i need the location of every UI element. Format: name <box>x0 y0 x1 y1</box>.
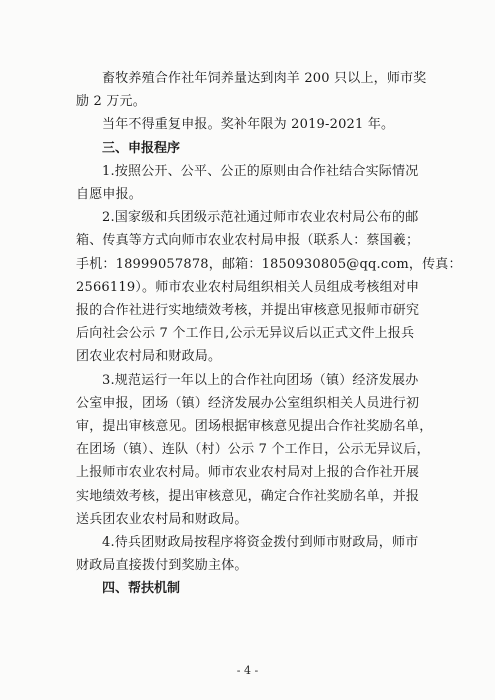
text-line: 财政局直接拨付到奖励主体。 <box>76 558 248 574</box>
section-heading: 四、帮扶机制 <box>102 581 181 597</box>
text-line: 公室申报，团场（镇）经济发展办公室组织相关人员进行初 <box>76 395 420 411</box>
text-line: 送兵团农业农村局和财政局。 <box>76 511 248 527</box>
text-line: 报的合作社进行实地绩效考核，并提出审核意见报师市研究 <box>76 303 420 319</box>
section-heading: 三、申报程序 <box>102 140 181 156</box>
text-line: 自愿申报。 <box>76 187 143 203</box>
text-line: 后向社会公示 7 个工作日,公示无异议后以正式文件上报兵 <box>76 326 415 342</box>
text-line: 当年不得重复申报。奖补年限为 2019-2021 年。 <box>102 117 395 133</box>
text-line: 2.国家级和兵团级示范社通过师市农业农村局公布的邮 <box>102 210 419 226</box>
text-line: 上报师市农业农村局。师市农业农村局对上报的合作社开展 <box>76 465 420 481</box>
text-line: 实地绩效考核，提出审核意见，确定合作社奖励名单，并报 <box>76 488 420 504</box>
text-line: 箱、传真等方式向师市农业农村局申报（联系人：蔡国羲； <box>76 233 420 249</box>
text-line: 团农业农村局和财政局。 <box>76 349 222 365</box>
page-number: - 4 - <box>236 664 259 677</box>
text-line: 手机：18999057878，邮箱：1850930805@qq.com，传真： <box>76 256 462 272</box>
text-line: 审，提出审核意见。团场根据审核意见提出合作社奖励名单， <box>76 419 433 435</box>
text-line: 励 2 万元。 <box>76 94 146 110</box>
text-line: 4.待兵团财政局按程序将资金拨付到师市财政局，师市 <box>102 535 419 551</box>
text-line: 3.规范运行一年以上的合作社向团场（镇）经济发展办 <box>102 372 419 388</box>
text-line: 1.按照公开、公平、公正的原则由合作社结合实际情况 <box>102 163 419 179</box>
document-body <box>76 68 462 602</box>
text-line: 2566119）。师市农业农村局组织相关人员组成考核组对申 <box>76 279 420 295</box>
text-line: 在团场（镇）、连队（村）公示 7 个工作日，公示无异议后， <box>76 442 430 458</box>
text-line: 畜牧养殖合作社年饲养量达到肉羊 200 只以上，师市奖 <box>102 71 427 86</box>
